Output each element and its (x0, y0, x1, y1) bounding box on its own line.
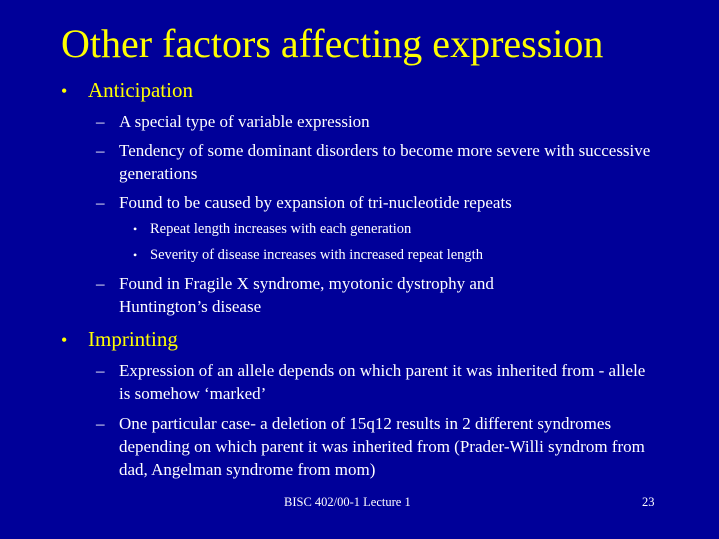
dash-icon: – (96, 141, 105, 160)
bullet-icon: • (61, 81, 68, 101)
dash-icon: – (96, 193, 105, 212)
sub-sub-bullet-text: Severity of disease increases with increased repeat length (150, 247, 483, 263)
sub-bullet (96, 359, 656, 405)
dash-icon: – (96, 414, 105, 433)
footer-course: BISC 402/00-1 Lecture 1 (284, 495, 411, 509)
bullet-icon: • (133, 222, 138, 236)
slide-title: Other factors affecting expression (61, 21, 604, 66)
bullet-heading: Imprinting (88, 327, 178, 351)
sub-bullet (96, 139, 666, 185)
sub-bullet-text: Found to be caused by expansion of tri-nucleotide repeats (119, 193, 512, 212)
sub-bullet-text: A special type of variable expression (119, 112, 370, 131)
page-number: 23 (642, 495, 655, 509)
sub-bullet-text: Tendency of some dominant disorders to become more severe with successive generations (119, 141, 651, 183)
dash-icon: – (96, 112, 105, 131)
sub-sub-bullet (133, 219, 411, 239)
bullet-icon: • (133, 248, 138, 262)
sub-bullet (96, 191, 696, 214)
dash-icon: – (96, 274, 105, 293)
sub-sub-bullet (133, 245, 483, 265)
bullet-imprinting (61, 326, 178, 353)
dash-icon: – (96, 361, 105, 380)
bullet-icon: • (61, 330, 68, 350)
sub-bullet-text: Found in Fragile X syndrome, myotonic dystrophy and Huntington’s disease (119, 274, 494, 316)
bullet-anticipation (61, 77, 193, 104)
sub-sub-bullet-text: Repeat length increases with each generation (150, 221, 412, 237)
bullet-heading: Anticipation (88, 78, 193, 102)
sub-bullet-text: One particular case- a deletion of 15q12 results in 2 different syndromes depending on which parent it was inherited from (Prader-Willi syndrom from dad, Angelman syndrome from mom) (119, 414, 645, 479)
sub-bullet (96, 110, 696, 133)
sub-bullet-text: Expression of an allele depends on which parent it was inherited from - allele is somehow ‘marked’ (119, 361, 646, 403)
sub-bullet (96, 412, 666, 481)
sub-bullet (96, 272, 576, 318)
